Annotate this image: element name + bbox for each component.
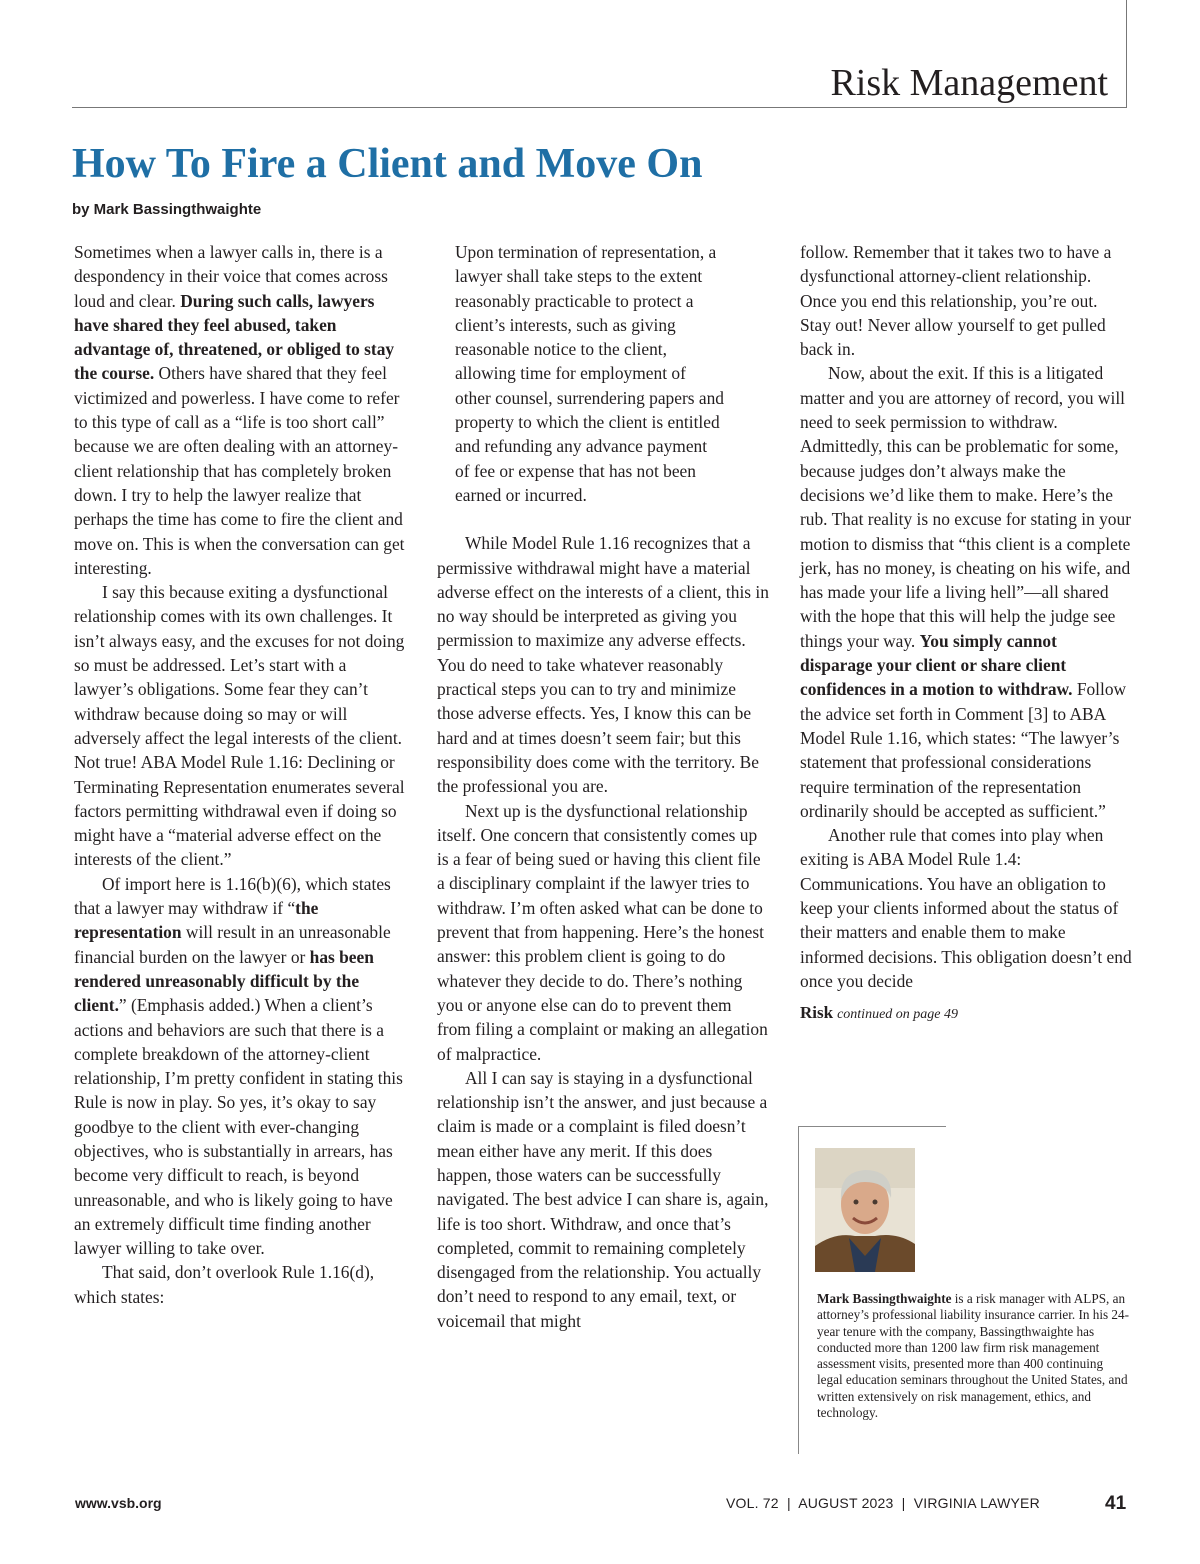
paragraph: That said, don’t overlook Rule 1.16(d), which states: [74,1262,375,1307]
article-column-3 [800,240,1132,1028]
continued-text: continued on page 49 [837,1007,958,1023]
emphasis: has been rendered unreasonably difficult by the client. [74,946,374,1016]
author-bio: Mark Bassingthwaighte is a risk manager with ALPS, an attorney’s professional liability insurance carrier. In his 24-year tenure with the company, Bassingthwaighte has conducted more than 1200 law firm risk management assessment visits, presented more than 400 continuing legal education seminars throughout the United States, and written extensively on risk management, ethics, and technology. [817,1291,1130,1421]
paragraph: All I can say is staying in a dysfunctional relationship isn’t the answer, and just because a claim is made or a complaint is filed doesn’t mean either have any merit. If this does happen, those waters can be successfully navigated. The best advice I can share is, again, life is too short. Withdraw, and once that’s completed, commit to remaining completely disengaged from the relationship. You actually don’t need to respond to any email, text, or voicemail that might [437,1067,769,1331]
paragraph: I say this because exiting a dysfunctional relationship comes with its own challenges. It isn’t always easy, and the excuses for not doing so must be addressed. Let’s start with a lawyer’s obligations. Some fear they can’t withdraw because doing so may or will adversely affect the legal interests of the client. Not true! ABA Model Rule 1.16: Declining or Terminating Representation enumerates several factors permitting withdrawal even if doing so might have a “material adverse effect on the interests of the client.” [74,582,405,870]
block-quote: Upon termination of representation, a lawyer shall take steps to the extent reasonably practicable to protect a client’s interests, such as giving reasonable notice to the client, allowing time for employment of other counsel, surrendering papers and property to which the client is entitled and refunding any advance payment of fee or expense that has not been earned or incurred. [455,242,724,505]
continued-note [800,1001,1132,1027]
paragraph: Sometimes when a lawyer calls in, there is a despondency in their voice that comes across loud and clear. During such calls, lawyers have shared they feel abused, taken advantage of, threatened, or obliged to stay the course. Others have shared that they feel victimized and powerless. I have come to refer to this type of call as a “life is too short call” because we are often dealing with an attorney-client relationship that has completely broken down. I try to help the lawyer realize that perhaps the time has come to fire the client and move on. This is when the conversation can get interesting. [74,242,405,578]
paragraph: Of import here is 1.16(b)(6), which states that a lawyer may withdraw if “the representation will result in an unreasonable financial burden on the lawyer or has been rendered unreasonably difficult by the client.” (Emphasis added.) When a client’s actions and behaviors are such that there is a complete breakdown of the attorney-client relationship, I’m pretty confident in stating this Rule is now in play. So yes, it’s okay to say goodbye to the client with ever-changing objectives, who is substantially in arrears, has become very difficult to reach, is beyond unreasonable, and who is likely going to have an extremely difficult time finding another lawyer willing to take over. [74,873,403,1259]
author-portrait-image [815,1148,915,1272]
footer-website: www.vsb.org [75,1495,162,1511]
paragraph: Next up is the dysfunctional relationship itself. One concern that consistently comes up is a fear of being sued or having this client file a disciplinary complaint if the lawyer tries to withdraw. I’m often asked what can be done to prevent that from happening. Here’s the honest answer: this problem client is going to do whatever they decide to do. There’s nothing you or anyone else can do to prevent them from filing a complaint or making an allegation of malpractice. [437,800,768,1064]
article-title: How To Fire a Client and Move On [72,141,703,187]
spacer [437,507,769,531]
page-number: 41 [1105,1493,1127,1514]
article-column-2 [437,240,769,1333]
emphasis: During such calls, lawyers have shared they feel abused, taken advantage of, threatened, or obliged to stay the course. [74,290,395,384]
emphasis: the representation [74,898,319,943]
continued-keyword: Risk [800,1003,834,1023]
article-column-1 [74,240,406,1309]
author-photo [815,1148,915,1272]
paragraph: Now, about the exit. If this is a litigated matter and you are attorney of record, you will need to seek permission to withdraw. Admittedly, this can be problematic for some, because judges don’t always make the decisions we’d like them to make. Here’s the rub. That reality is no excuse for stating in your motion to dismiss that “this client is a complete jerk, has no money, is cheating on his wife, and has made your life a living hell”—all shared with the hope that this will help the judge see things your way. You simply cannot disparage your client or share client confidences in a motion to withdraw. Follow the advice set forth in Comment [3] to ABA Model Rule 1.16, which states: “The lawyer’s statement that professional considerations require termination of the representation ordinarily should be accepted as sufficient.” [800,363,1131,821]
paragraph: While Model Rule 1.16 recognizes that a permissive withdrawal might have a material adverse effect on the interests of a client, this in no way should be interpreted as giving you permission to maximize any adverse effects. You do need to take whatever reasonably practical steps you can to try and minimize those adverse effects. Yes, I know this can be hard and at times doesn’t seem fair; but this responsibility does come with the territory. Be the professional you are. [437,533,769,797]
section-label: Risk Management [830,62,1108,104]
sidebar-vertical-rule [798,1126,799,1454]
header-vertical-rule [1126,0,1127,108]
byline: by Mark Bassingthwaighte [72,201,262,218]
paragraph: follow. Remember that it takes two to have a dysfunctional attorney-client relationship. Once you end this relationship, you’re out. Stay out! Never allow yourself to get pulled back in. [800,242,1112,360]
emphasis: You simply cannot disparage your client or share client confidences in a motion to withdraw. [800,630,1073,700]
footer-issue: VOL. 72 | AUGUST 2023 | VIRGINIA LAWYER [726,1495,1040,1511]
author-name: Mark Bassingthwaighte [817,1291,952,1306]
header-rule [72,107,1127,108]
paragraph: Another rule that comes into play when exiting is ABA Model Rule 1.4: Communications. You have an obligation to keep your clients informed about the status of their matters and enable them to make informed decisions. This obligation doesn’t end once you decide [800,825,1132,991]
sidebar-rule [798,1126,946,1127]
